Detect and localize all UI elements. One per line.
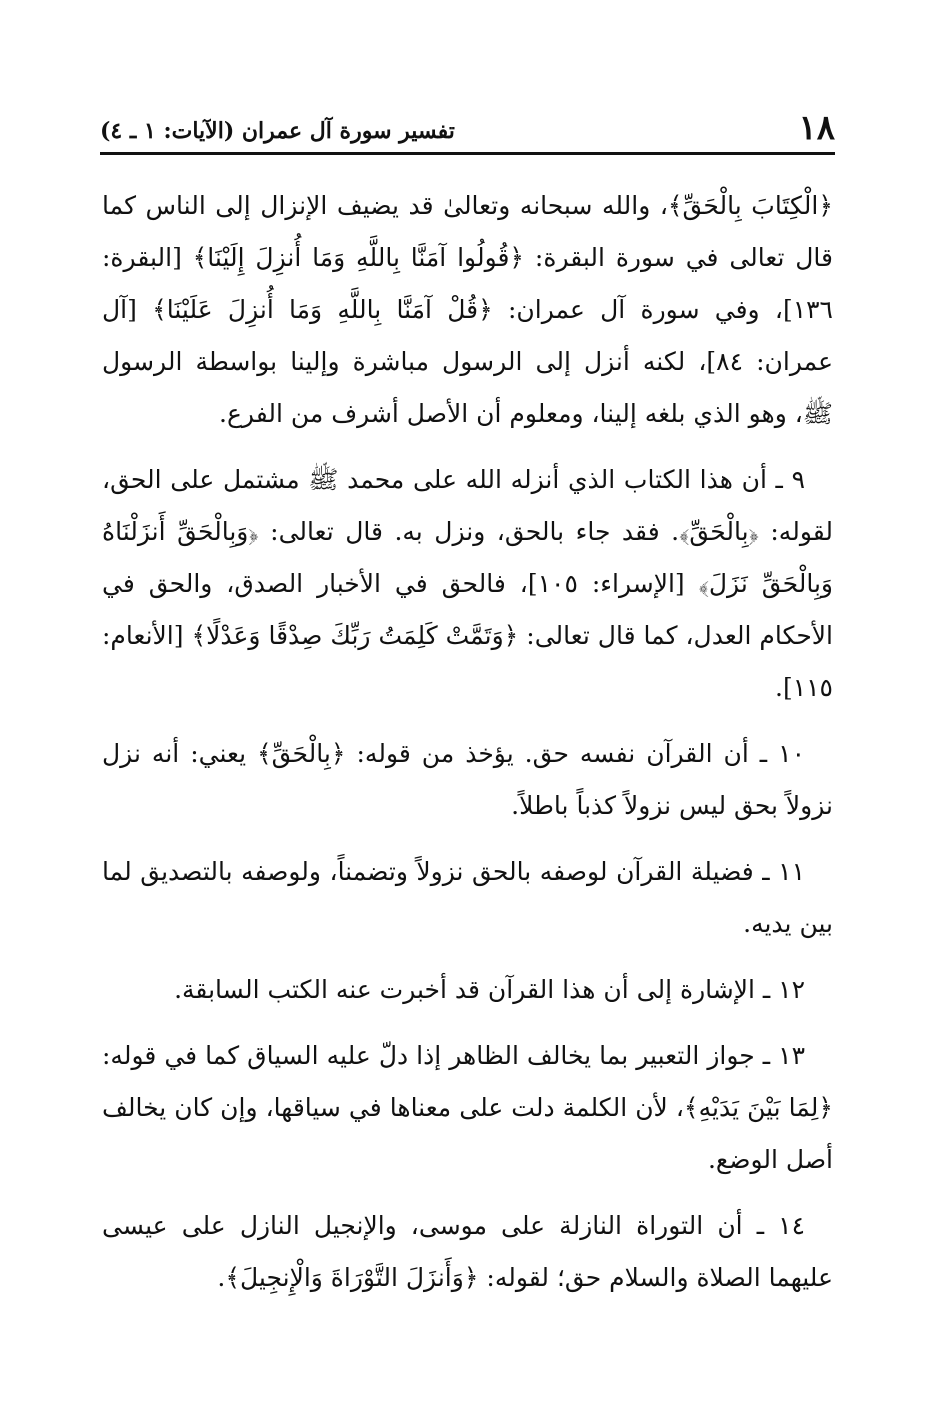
page-number: ١٨	[798, 108, 835, 148]
paragraph-point-9: ٩ ـ أن هذا الكتاب الذي أنزله الله على محمد ﷺ مشتمل على الحق، لقوله: ﴿بِالْحَقِّ﴾. فقد جاء بالحق، ونزل به. قال تعالى: ﴿وَبِالْحَقِّ أَنزَلْنَاهُ وَبِالْحَقِّ نَزَلَ﴾ [الإسراء: ١٠٥]، فالحق في الأخبار الصدق، والحق في الأحكام العدل، كما قال تعالى: ﴿وَتَمَّتْ كَلِمَتُ رَبِّكَ صِدْقًا وَعَدْلًا﴾ [الأنعام: ١١٥].	[102, 465, 833, 702]
header-divider	[100, 152, 835, 155]
page-header	[100, 108, 835, 152]
page-body	[102, 180, 833, 1318]
paragraph-point-13: ١٣ ـ جواز التعبير بما يخالف الظاهر إذا دلّ عليه السياق كما في قوله: ﴿لِمَا بَيْنَ يَدَيْهِ﴾، لأن الكلمة دلت على معناها في سياقها، وإن كان يخالف أصل الوضع.	[102, 1041, 833, 1174]
paragraph-point-12: ١٢ ـ الإشارة إلى أن هذا القرآن قد أخبرت عنه الكتب السابقة.	[174, 975, 805, 1004]
paragraph-point-10: ١٠ ـ أن القرآن نفسه حق. يؤخذ من قوله: ﴿بِالْحَقِّ﴾ يعني: أنه نزل نزولاً بحق ليس نزولاً كذباً باطلاً.	[102, 739, 833, 820]
running-title: تفسير سورة آل عمران (الآيات: ١ ـ ٤)	[100, 118, 455, 144]
paragraph-continuation: ﴿الْكِتَابَ بِالْحَقِّ﴾، والله سبحانه وتعالىٰ قد يضيف الإنزال إلى الناس كما قال تعالى في سورة البقرة: ﴿قُولُوا آمَنَّا بِاللَّهِ وَمَا أُنزِلَ إِلَيْنَا﴾ [البقرة: ١٣٦]، وفي سورة آل عمران: ﴿قُلْ آمَنَّا بِاللَّهِ وَمَا أُنزِلَ عَلَيْنَا﴾ [آل عمران: ٨٤]، لكنه أنزل إلى الرسول مباشرة وإلينا بواسطة الرسول ﷺ، وهو الذي بلغه إلينا، ومعلوم أن الأصل أشرف من الفرع.	[102, 191, 833, 428]
paragraph-point-14: ١٤ ـ أن التوراة النازلة على موسى، والإنجيل النازل على عيسى عليهما الصلاة والسلام حق؛ لقوله: ﴿وَأَنزَلَ التَّوْرَاةَ وَالْإِنجِيلَ﴾.	[102, 1211, 833, 1292]
paragraph-point-11: ١١ ـ فضيلة القرآن لوصفه بالحق نزولاً وتضمناً، ولوصفه بالتصديق لما بين يديه.	[102, 857, 833, 938]
